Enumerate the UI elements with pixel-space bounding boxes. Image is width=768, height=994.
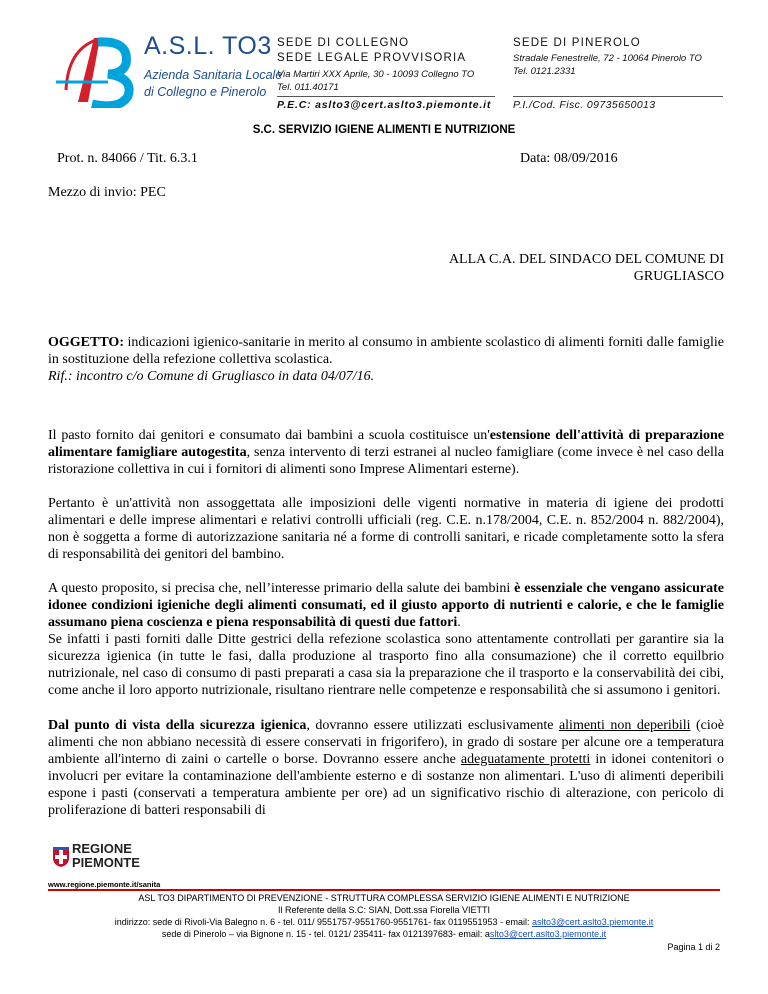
collegno-legal-heading: SEDE LEGALE PROVVISORIA bbox=[277, 52, 467, 64]
service-title: S.C. SERVIZIO IGIENE ALIMENTI E NUTRIZIONE bbox=[252, 124, 516, 136]
sending-method: Mezzo di invio: PEC bbox=[48, 185, 166, 200]
footer-line-3 bbox=[0, 917, 768, 928]
pinerolo-phone: Tel. 0121.2331 bbox=[513, 66, 576, 77]
document-date: Data: 08/09/2016 bbox=[520, 151, 618, 166]
p5-text-f: in idonei contenitori o involucri per evitare la contaminazione dell'ambiente esterno e di sostanze non alimentari. L'uso di alimenti deperibili espone i pasti (conservati a temperatura ambiente per ore) ad un significativo rischio di alterazione, con pericolo di proliferazione di batteri responsabili di bbox=[48, 752, 725, 818]
p1-emphasis: estensione dell'attività di preparazione alimentare famigliare autogestita bbox=[48, 428, 725, 460]
collegno-divider bbox=[277, 96, 495, 97]
collegno-address: Via Martiri XXX Aprile, 30 - 10093 Collegno TO bbox=[277, 69, 475, 80]
p5-text-b: , dovranno essere utilizzati esclusivamente bbox=[306, 718, 559, 733]
subject-text: indicazioni igienico-sanitarie in merito al consumo in ambiente scolastico di alimenti forniti dalle famiglie in sostituzione della refezione collettiva scolastica. bbox=[48, 335, 724, 367]
regione-text bbox=[72, 842, 140, 870]
p4-text: Se infatti i pasti forniti dalle Ditte gestrici della refezione scolastica sono attentamente controllati per garantire sia la sicurezza igienica (in tutte le fasi, dalla produzione al trasporto fino alla consumazione) che il corretto equilbrio nutrizionale, nel caso di consumo di pasti preparati a casa sia la preparazione che il trasporto e la conservabilità dei cibi, come anche il loro apporto nutrizionale, risultano rientrare nelle competenze e responsabilità che si assumono i genitori. bbox=[48, 632, 724, 698]
p3-emphasis: è essenziale che vengano assicurate idonee condizioni igieniche degli alimenti consumati, ed il giusto apporto di nutrienti e calorie, e che le famiglie assumano piena coscienza e piena responsabilità di questi due fattori bbox=[48, 581, 724, 630]
regione-line-2: PIEMONTE bbox=[72, 855, 140, 870]
p2-text: Pertanto è un'attività non assoggettata alle imposizioni delle vigenti normative in materia di igiene dei prodotti alimentari e delle imprese alimentari e relativi controlli ufficiali (reg. C.E. n.178/2004, C.E. n. 852/2004 n. 882/2004), non è soggetta a forme di autorizzazione sanitaria né a forme di controlli sanitari, e ricade completamente sotto la sfera di responsabilità dei genitori del bambino. bbox=[48, 496, 724, 562]
footer-divider bbox=[48, 889, 720, 891]
p3-text-a: A questo proposito, si precisa che, nell’interesse primario della salute dei bambini bbox=[48, 581, 515, 596]
paragraph-1 bbox=[48, 427, 724, 478]
footer-email-link-1[interactable]: aslto3@cert.aslto3.piemonte.it bbox=[532, 917, 654, 927]
paragraph-4 bbox=[48, 631, 724, 699]
footer-email-link-2[interactable]: slto3@cert.aslto3.piemonte.it bbox=[489, 929, 607, 939]
region-url: www.regione.piemonte.it/sanita bbox=[48, 880, 161, 889]
page-number: Pagina 1 di 2 bbox=[667, 942, 720, 952]
logo-subtitle: Azienda Sanitaria Locale bbox=[144, 68, 283, 82]
pinerolo-address: Stradale Fenestrelle, 72 - 10064 Pinerolo TO bbox=[513, 53, 702, 64]
p5-text-d: (cioè alimenti che non abbiano necessità di essere conservati in frigorifero), in grado di sostare per alcune ore a temperatura ambiente all'interno di zaini o cartelle o borse. Dovranno essere anche bbox=[48, 718, 724, 767]
collegno-phone: Tel. 011.40171 bbox=[277, 82, 339, 93]
logo-title: A.S.L. TO3 bbox=[144, 32, 272, 60]
regione-shield-icon bbox=[52, 846, 70, 868]
p1-text-c: , senza intervento di terzi estranei al nucleo famigliare (come invece è nel caso della ristorazione collettiva in cui i fornitori di alimenti sono Imprese Alimentari esterne). bbox=[48, 445, 724, 477]
logo-subtitle-2: di Collegno e Pinerolo bbox=[144, 85, 267, 99]
fiscal-code: P.I./Cod. Fisc. 09735650013 bbox=[513, 99, 656, 111]
regione-piemonte-logo bbox=[52, 842, 162, 874]
footer-line-4 bbox=[0, 929, 768, 940]
p1-text-a: Il pasto fornito dai genitori e consumato dai bambini a scuola costituisce un' bbox=[48, 428, 490, 443]
subject-block bbox=[48, 334, 724, 385]
pinerolo-heading: SEDE DI PINEROLO bbox=[513, 37, 641, 49]
recipient-line-1: ALLA C.A. DEL SINDACO DEL COMUNE DI bbox=[448, 252, 724, 267]
regione-line-1: REGIONE bbox=[72, 841, 132, 856]
paragraph-3 bbox=[48, 580, 724, 631]
asl-logo bbox=[48, 30, 283, 108]
footer-line-2: Il Referente della S.C: SIAN, Dott.ssa Fiorella VIETTI bbox=[277, 905, 491, 915]
asl-logo-mark-icon bbox=[48, 30, 143, 108]
collegno-heading: SEDE DI COLLEGNO bbox=[277, 37, 410, 49]
footer-address-rivoli: indirizzo: sede di Rivoli-Via Balegno n. 6 - tel. 011/ 9551757-9551760-9551761- fax 0119551953 - email: bbox=[114, 917, 533, 927]
p5-emphasis: Dal punto di vista della sicurezza igienica bbox=[48, 718, 307, 733]
p3-text-c: . bbox=[457, 615, 461, 630]
protocol-number: Prot. n. 84066 / Tit. 6.3.1 bbox=[57, 151, 198, 166]
paragraph-2 bbox=[48, 495, 724, 563]
footer-address-pinerolo: sede di Pinerolo – via Bignone n. 15 - tel. 0121/ 235411- fax 0121397683- email: a bbox=[161, 929, 490, 939]
paragraph-5 bbox=[48, 717, 724, 819]
pec-address: P.E.C: aslto3@cert.aslto3.piemonte.it bbox=[277, 99, 492, 111]
footer-line-1: ASL TO3 DIPARTIMENTO DI PREVENZIONE - STRUTTURA COMPLESSA SERVIZIO IGIENE ALIMENTI E NUTRIZIONE bbox=[138, 893, 630, 903]
p5-underline-2: adeguatamente protetti bbox=[460, 752, 591, 767]
subject-reference: Rif.: incontro c/o Comune di Grugliasco in data 04/07/16. bbox=[48, 369, 375, 384]
recipient-line-2: GRUGLIASCO bbox=[633, 269, 724, 284]
p5-underline-1: alimenti non deperibili bbox=[558, 718, 691, 733]
pinerolo-divider bbox=[513, 96, 723, 97]
subject-label: OGGETTO: bbox=[48, 335, 124, 350]
